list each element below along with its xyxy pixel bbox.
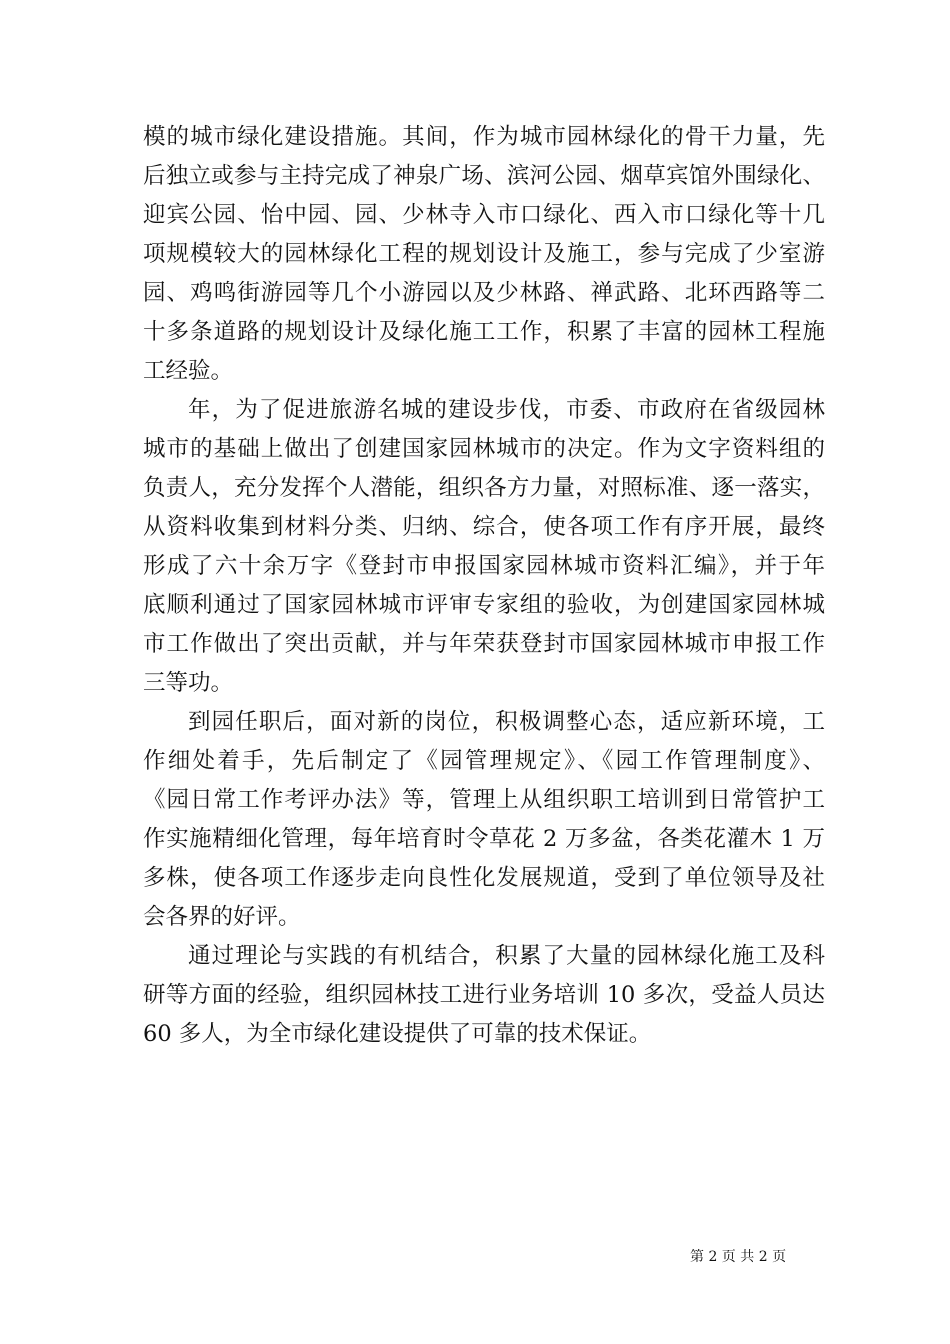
- text-line: 迎宾公园、怡中园、园、少林寺入市口绿化、西入市口绿化等十几: [143, 202, 825, 228]
- text-line: 城市的基础上做出了创建国家园林城市的决定。作为文字资料组的: [143, 436, 825, 462]
- text-line: 作实施精细化管理，每年培育时令草花 2 万多盆，各类花灌木 1 万: [143, 826, 825, 852]
- text-line: 会各界的好评。: [143, 904, 301, 930]
- text-line: 研等方面的经验，组织园林技工进行业务培训 10 多次，受益人员达: [143, 982, 825, 1008]
- text-line: 三等功。: [143, 670, 234, 696]
- text-line: 形成了六十余万字《登封市申报国家园林城市资料汇编》，并于年: [143, 553, 825, 579]
- paragraph-first-line: 年，为了促进旅游名城的建设步伐，市委、市政府在省级园林: [188, 397, 825, 423]
- document-body: [143, 118, 825, 1054]
- page-number: 第 2 页 共 2 页: [690, 1249, 787, 1265]
- text-line: 项规模较大的园林绿化工程的规划设计及施工，参与完成了少室游: [143, 241, 825, 267]
- text-line: 园、鸡鸣街游园等几个小游园以及少林路、禅武路、北环西路等二: [143, 280, 825, 306]
- text-line: 60 多人，为全市绿化建设提供了可靠的技术保证。: [143, 1021, 652, 1047]
- text-line: 工经验。: [143, 358, 234, 384]
- text-line: 负责人，充分发挥个人潜能，组织各方力量，对照标准、逐一落实，: [143, 475, 825, 501]
- text-line: 市工作做出了突出贡献，并与年荣获登封市国家园林城市申报工作: [143, 631, 825, 657]
- paragraph-first-line: 通过理论与实践的有机结合，积累了大量的园林绿化施工及科: [188, 943, 825, 969]
- text-line: 从资料收集到材料分类、归纳、综合，使各项工作有序开展，最终: [143, 514, 825, 540]
- text-line: 十多条道路的规划设计及绿化施工工作，积累了丰富的园林工程施: [143, 319, 825, 345]
- text-line: 《园日常工作考评办法》等，管理上从组织职工培训到日常管护工: [143, 787, 825, 813]
- text-line: 模的城市绿化建设措施。其间，作为城市园林绿化的骨干力量，先: [143, 124, 825, 150]
- text-line: 底顺利通过了国家园林城市评审专家组的验收，为创建国家园林城: [143, 592, 825, 618]
- text-line: 后独立或参与主持完成了神泉广场、滨河公园、烟草宾馆外围绿化、: [143, 163, 825, 189]
- paragraph-first-line: 到园任职后，面对新的岗位，积极调整心态，适应新环境，工: [188, 709, 825, 735]
- text-line: 多株，使各项工作逐步走向良性化发展规道，受到了单位领导及社: [143, 865, 825, 891]
- text-line: 作细处着手，先后制定了《园管理规定》、《园工作管理制度》、: [143, 748, 825, 774]
